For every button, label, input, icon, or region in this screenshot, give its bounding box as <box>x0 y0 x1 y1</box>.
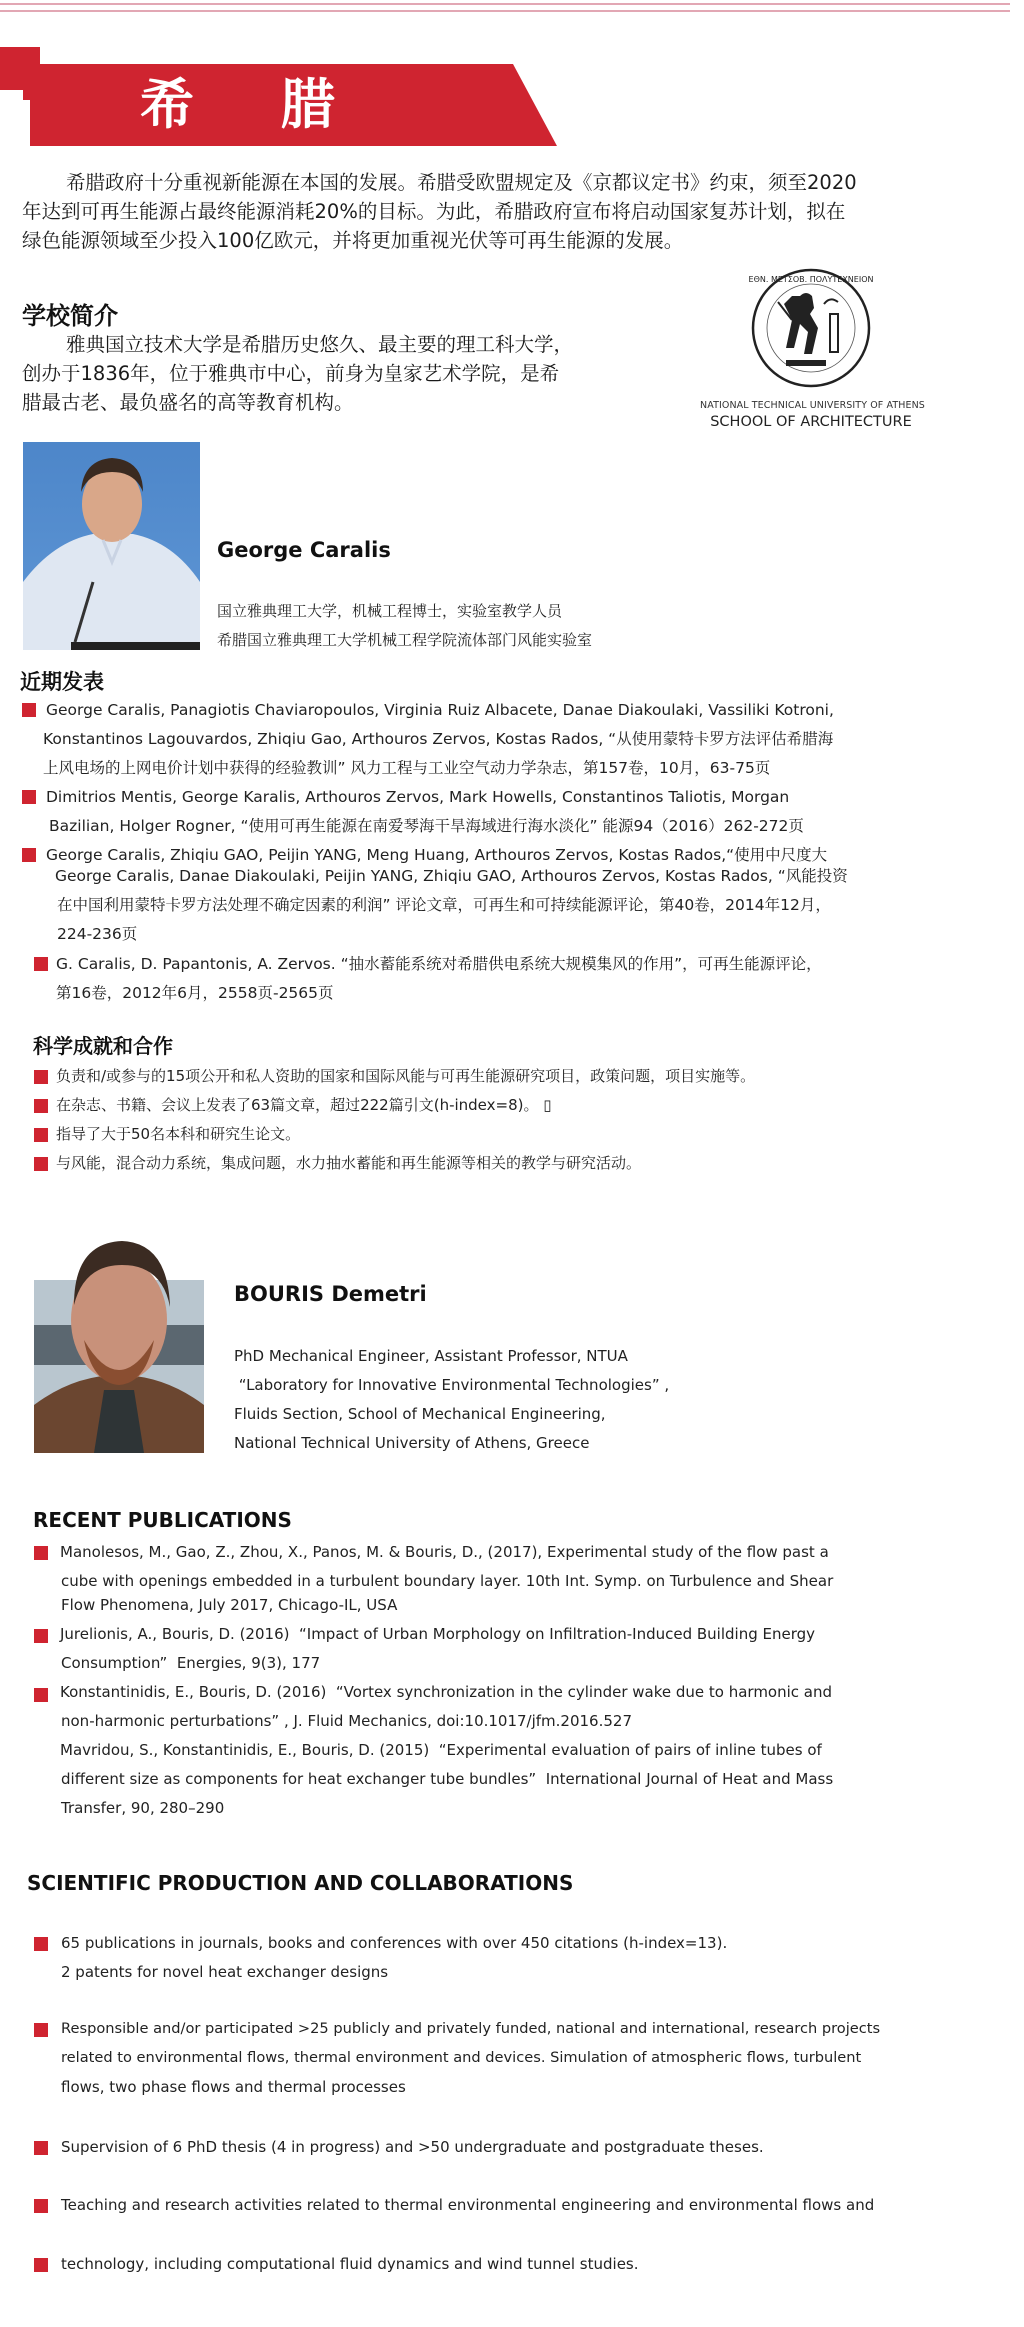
bullet-icon <box>34 1099 48 1113</box>
affiliation-line: 希腊国立雅典理工大学机械工程学院流体部门风能实验室 <box>217 631 593 649</box>
bullet-icon <box>34 1688 48 1702</box>
recent-publications-heading: RECENT PUBLICATIONS <box>33 1508 292 1532</box>
missing-glyph-icon: ▯ <box>543 1096 552 1114</box>
publication-line: different size as components for heat exchanger tube bundles” International Journal of Heat and Mass <box>61 1770 834 1788</box>
george-caralis-photo <box>23 442 200 650</box>
bullet-icon <box>34 1629 48 1643</box>
affiliation-line: “Laboratory for Innovative Environmental Technologies” , <box>234 1376 670 1394</box>
production-item: related to environmental flows, thermal environment and devices. Simulation of atmospheric flows, turbulent <box>61 2049 862 2066</box>
bullet-icon <box>22 790 36 804</box>
publication-line: Jurelionis, A., Bouris, D. (2016) “Impact of Urban Morphology on Infiltration-Induced Building Energy <box>60 1625 816 1643</box>
publication-line: non-harmonic perturbations” , J. Fluid Mechanics, doi:10.1017/jfm.2016.527 <box>61 1712 633 1730</box>
publication-line: G. Caralis, D. Papantonis, A. Zervos. “抽水蓄能系统对希腊供电系统大规模集风的作用”，可再生能源评论， <box>56 955 822 973</box>
publication-line: cube with openings embedded in a turbulent boundary layer. 10th Int. Symp. on Turbulence and Shear <box>61 1572 834 1590</box>
publication-line: Flow Phenomena, July 2017, Chicago-IL, USA <box>61 1596 398 1614</box>
bullet-icon <box>34 1157 48 1171</box>
publication-line: Konstantinidis, E., Bouris, D. (2016) “Vortex synchronization in the cylinder wake due to harmonic and <box>60 1683 833 1701</box>
school-line: 创办于1836年，位于雅典市中心，前身为皇家艺术学院，是希 <box>22 362 560 385</box>
production-item: Teaching and research activities related to thermal environmental engineering and environmental flows and <box>61 2196 875 2214</box>
bouris-demetri-photo <box>34 1225 204 1453</box>
bullet-icon <box>34 2023 48 2037</box>
production-item: flows, two phase flows and thermal processes <box>61 2078 406 2096</box>
achievement-item <box>56 1095 552 1115</box>
achievement-text: 在杂志、书籍、会议上发表了63篇文章，超过222篇引文(h-index=8)。 <box>56 1096 544 1114</box>
bullet-icon <box>34 2258 48 2272</box>
publication-line: 上风电场的上网电价计划中获得的经验教训” 风力工程与工业空气动力学杂志，第157卷，10月，63-75页 <box>43 759 771 777</box>
publication-line: Dimitrios Mentis, George Karalis, Arthouros Zervos, Mark Howells, Constantinos Taliotis, Morgan <box>46 788 790 806</box>
school-description <box>22 330 642 417</box>
publication-line: 第16卷，2012年6月，2558页-2565页 <box>56 984 334 1002</box>
ntua-logo <box>700 268 925 438</box>
bullet-icon <box>34 1937 48 1951</box>
person-affiliation <box>217 597 592 655</box>
intro-line: 绿色能源领域至少投入100亿欧元，并将更加重视光伏等可再生能源的发展。 <box>22 229 684 252</box>
bullet-icon <box>34 1128 48 1142</box>
production-item: Supervision of 6 PhD thesis (4 in progress) and >50 undergraduate and postgraduate theses. <box>61 2138 764 2156</box>
bullet-icon <box>34 1546 48 1560</box>
logo-university-name: NATIONAL TECHNICAL UNIVERSITY OF ATHENS <box>700 400 925 411</box>
intro-paragraph <box>22 168 962 255</box>
intro-line: 希腊政府十分重视新能源在本国的发展。希腊受欧盟规定及《京都议定书》约束，须至2020 <box>66 171 857 194</box>
publication-line: Mavridou, S., Konstantinidis, E., Bouris, D. (2015) “Experimental evaluation of pairs of inline tubes of <box>60 1741 822 1759</box>
affiliation-line: National Technical University of Athens, Greece <box>234 1434 590 1452</box>
school-line: 腊最古老、最负盛名的高等教育机构。 <box>22 391 354 414</box>
portrait-image <box>34 1225 204 1453</box>
seal-text: ΕΘΝ. ΜΕΤΣΟΒ. ΠΟΛΥΤΕΧΝΕΙΟΝ <box>748 275 874 284</box>
publication-line: George Caralis, Zhiqiu GAO, Peijin YANG, Meng Huang, Arthouros Zervos, Kostas Rados,“使用中尺度大 <box>46 846 828 864</box>
portrait-image <box>23 442 200 650</box>
achievement-item: 指导了大于50名本科和研究生论文。 <box>56 1125 301 1143</box>
person-name: BOURIS Demetri <box>234 1282 427 1306</box>
publication-line: Bazilian, Holger Rogner, “使用可再生能源在南爱琴海干旱海域进行海水淡化” 能源94（2016）262-272页 <box>49 817 804 835</box>
publication-line: 在中国利用蒙特卡罗方法处理不确定因素的利润” 评论文章，可再生和可持续能源评论，第40卷，2014年12月， <box>57 896 831 914</box>
affiliation-line: PhD Mechanical Engineer, Assistant Professor, NTUA <box>234 1347 628 1365</box>
top-rule-2 <box>0 10 1010 12</box>
production-item: technology, including computational fluid dynamics and wind tunnel studies. <box>61 2255 639 2273</box>
production-item: 2 patents for novel heat exchanger designs <box>61 1963 389 1981</box>
publication-line: George Caralis, Panagiotis Chaviaropoulos, Virginia Ruiz Albacete, Danae Diakoulaki, Vassiliki Kotroni, <box>46 701 834 719</box>
person-name: George Caralis <box>217 538 391 562</box>
bullet-icon <box>22 703 36 717</box>
person-affiliation <box>234 1342 669 1458</box>
banner-title: 希 腊 <box>140 73 369 136</box>
bullet-icon <box>34 2141 48 2155</box>
bullet-icon <box>34 957 48 971</box>
school-line: 雅典国立技术大学是希腊历史悠久、最主要的理工科大学， <box>66 333 574 356</box>
achievement-item: 与风能，混合动力系统，集成问题，水力抽水蓄能和再生能源等相关的教学与研究活动。 <box>56 1154 642 1172</box>
bullet-icon <box>34 2199 48 2213</box>
affiliation-line: Fluids Section, School of Mechanical Engineering, <box>234 1405 606 1423</box>
publication-line: George Caralis, Danae Diakoulaki, Peijin YANG, Zhiqiu GAO, Arthouros Zervos, Kostas Rados, “风能投资 <box>55 867 848 885</box>
production-heading: SCIENTIFIC PRODUCTION AND COLLABORATIONS <box>27 1871 574 1895</box>
recent-publications-heading: 近期发表 <box>20 670 104 694</box>
publication-line: Manolesos, M., Gao, Z., Zhou, X., Panos, M. & Bouris, D., (2017), Experimental study of the flow past a <box>60 1543 829 1561</box>
production-item: 65 publications in journals, books and conferences with over 450 citations (h-index=13). <box>61 1934 728 1952</box>
production-item: Responsible and/or participated >25 publicly and privately funded, national and international, research projects <box>61 2020 881 2037</box>
publication-line: 224-236页 <box>57 925 138 943</box>
top-rule-1 <box>0 3 1010 5</box>
affiliation-line: 国立雅典理工大学，机械工程博士，实验室教学人员 <box>217 602 563 620</box>
achievement-item: 负责和/或参与的15项公开和私人资助的国家和国际风能与可再生能源研究项目，政策问题，项目实施等。 <box>56 1067 756 1085</box>
logo-school-name: SCHOOL OF ARCHITECTURE <box>710 414 912 430</box>
publication-line: Konstantinos Lagouvardos, Zhiqiu Gao, Arthouros Zervos, Kostas Rados, “从使用蒙特卡罗方法评估希腊海 <box>43 730 834 748</box>
publication-line: Consumption” Energies, 9(3), 177 <box>61 1654 321 1672</box>
achievements-heading: 科学成就和合作 <box>33 1034 173 1058</box>
bullet-icon <box>34 1070 48 1084</box>
intro-line: 年达到可再生能源占最终能源消耗20%的目标。为此，希腊政府宣布将启动国家复苏计划，拟在 <box>22 200 846 223</box>
country-banner <box>30 64 557 146</box>
bullet-icon <box>22 848 36 862</box>
publication-line: Transfer, 90, 280–290 <box>61 1799 225 1817</box>
ntua-seal <box>700 268 922 398</box>
school-heading: 学校简介 <box>22 302 118 330</box>
